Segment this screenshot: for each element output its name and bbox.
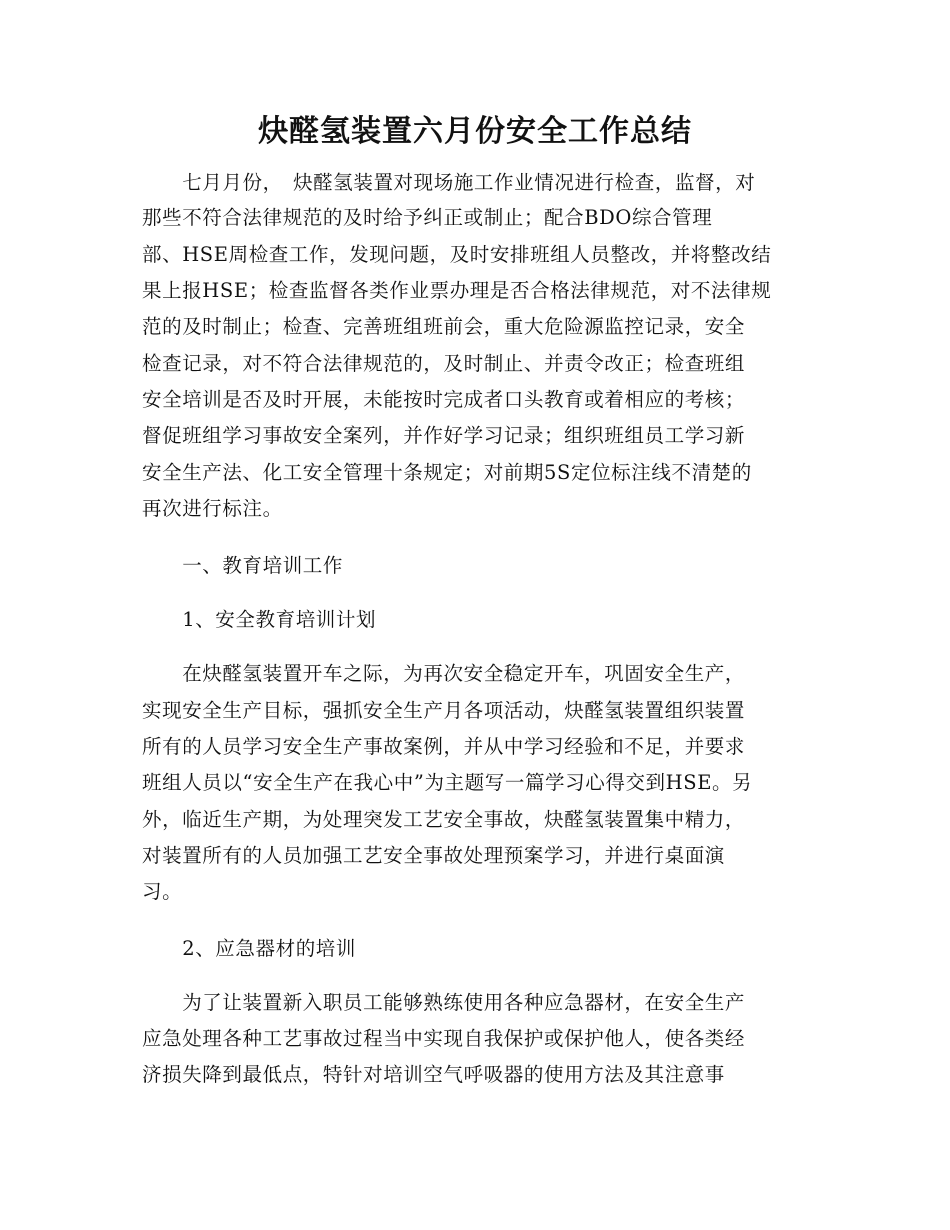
- intro-line: 范的及时制止；检查、完善班组班前会，重大危险源监控记录，安全: [142, 315, 746, 338]
- intro-line: 七月月份， 炔醛氢装置对现场施工作业情况进行检查，监督，对: [142, 171, 756, 194]
- body-line: 实现安全生产目标，强抓安全生产月各项活动，炔醛氢装置组织装置: [142, 699, 746, 722]
- intro-line: 果上报HSE；检查监督各类作业票办理是否合格法律规范，对不法律规: [142, 279, 772, 302]
- intro-line: 再次进行标注。: [142, 497, 283, 520]
- body-line: 对装置所有的人员加强工艺安全事故处理预案学习，并进行桌面演: [142, 844, 725, 867]
- document-title: 炔醛氢装置六月份安全工作总结: [258, 114, 692, 149]
- body-line: 所有的人员学习安全生产事故案例，并从中学习经验和不足，并要求: [142, 735, 746, 758]
- body-line: 外，临近生产期，为处理突发工艺安全事故，炔醛氢装置集中精力，: [142, 808, 746, 831]
- intro-line: 检查记录，对不符合法律规范的，及时制止、并责令改正；检查班组: [142, 352, 746, 375]
- subsection-heading: 2、应急器材的培训: [142, 937, 357, 960]
- subsection-heading: 1、安全教育培训计划: [142, 608, 377, 631]
- body-line: 在炔醛氢装置开车之际，为再次安全稳定开车，巩固安全生产，: [142, 662, 746, 685]
- body-line: 班组人员以“安全生产在我心中”为主题写一篇学习心得交到HSE。另: [142, 771, 753, 794]
- body-line: 为了让装置新入职员工能够熟练使用各种应急器材，在安全生产: [142, 991, 746, 1014]
- intro-line: 部、HSE周检查工作，发现问题，及时安排班组人员整改，并将整改结: [142, 243, 772, 266]
- body-line: 习。: [142, 880, 183, 903]
- intro-line: 督促班组学习事故安全案列，并作好学习记录；组织班组员工学习新: [142, 424, 746, 447]
- intro-line: 安全培训是否及时开展，未能按时完成者口头教育或着相应的考核；: [142, 388, 746, 411]
- body-line: 应急处理各种工艺事故过程当中实现自我保护或保护他人，使各类经: [142, 1027, 746, 1050]
- section-heading: 一、教育培训工作: [142, 554, 344, 577]
- intro-line: 安全生产法、化工安全管理十条规定；对前期5S定位标注线不清楚的: [142, 461, 752, 484]
- body-line: 济损失降到最低点，特针对培训空气呼吸器的使用方法及其注意事: [142, 1063, 725, 1086]
- intro-line: 那些不符合法律规范的及时给予纠正或制止；配合BDO综合管理: [142, 206, 713, 229]
